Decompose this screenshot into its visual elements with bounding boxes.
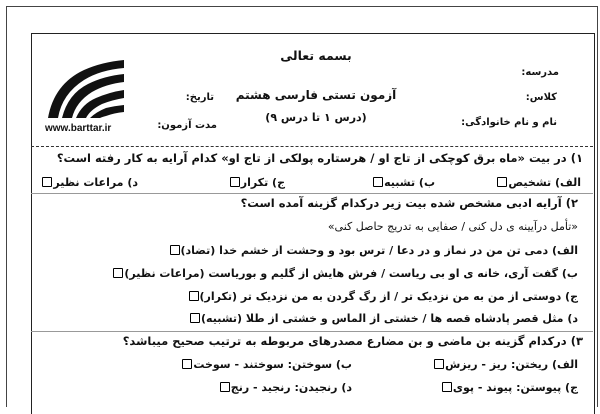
q2-option-c[interactable]: ج) دوستی از من به من نزدیک تر / از رگ گردن به من نزدیک تر (تکرار): [188, 290, 578, 303]
q2-option-a[interactable]: الف) دمی تن من در نماز و در دعا / ترس بود و وحشت از خشم خدا (تضاد): [169, 244, 579, 257]
q2-verse: «تأمل درآیینه ی دل کنی / صفایی به تدریج حاصل کنی»: [327, 220, 578, 233]
q3-option-d-checkbox[interactable]: [220, 382, 230, 392]
q3-option-b[interactable]: ب) سوختن: سوختند - سوخت: [181, 358, 352, 371]
q3-option-b-checkbox[interactable]: [182, 359, 192, 369]
school-label: مدرسه:: [521, 67, 559, 78]
website-url[interactable]: www.barttar.ir: [45, 123, 112, 134]
q1-option-c[interactable]: ج) تکرار: [229, 176, 285, 189]
q3-option-a[interactable]: الف) ریختن: ریز - ریزش: [433, 358, 578, 371]
lessons-range: (درس ۱ تا درس ۹): [265, 111, 367, 124]
q2-option-c-checkbox[interactable]: [189, 291, 199, 301]
exam-title: آزمون تستی فارسی هشتم: [235, 88, 397, 102]
q3-option-c[interactable]: ج) پیوستن: پیوند - پوی: [441, 381, 578, 394]
class-label: کلاس:: [525, 92, 557, 103]
question-3: ۳) درکدام گزینه بن ماضی و بن مضارع مصدرهای مربوطه به ترتیب صحیح میباشد؟: [122, 334, 583, 348]
q2-option-b-checkbox[interactable]: [113, 268, 123, 278]
q1-option-a-checkbox[interactable]: [497, 177, 507, 187]
q2-option-b[interactable]: ب) گفت آری، خانه ی او بی ریاست / فرش هایش از گلیم و بوریاست (مراعات نظیر): [112, 267, 578, 280]
question-2: ۲) آرایه ادبی مشخص شده بیت زیر درکدام گزینه آمده است؟: [240, 196, 578, 210]
question-1: ۱) در بیت «ماه برق کوچکی از تاج او / هرستاره پولکی از تاج او» کدام آرایه به کار رفته است؟: [56, 151, 583, 165]
q3-option-a-checkbox[interactable]: [434, 359, 444, 369]
q2-option-d-checkbox[interactable]: [190, 313, 200, 323]
barttar-logo-icon: [44, 54, 126, 120]
q1-option-d[interactable]: د) مراعات نظیر: [41, 176, 138, 189]
question-divider: [31, 193, 593, 194]
q2-option-d[interactable]: د) مثل قصر پادشاه قصه ها / خشتی از الماس و خشتی از طلا (تشبیه): [189, 312, 578, 325]
q1-option-d-checkbox[interactable]: [42, 177, 52, 187]
q2-option-a-checkbox[interactable]: [170, 245, 180, 255]
q3-option-d[interactable]: د) رنجیدن: رنجید - رنج: [219, 381, 352, 394]
header-divider: [31, 146, 593, 147]
q1-option-a[interactable]: الف) تشخیص: [496, 176, 581, 189]
duration-label: مدت آزمون:: [157, 120, 217, 131]
q1-option-c-checkbox[interactable]: [230, 177, 240, 187]
q1-option-b-checkbox[interactable]: [373, 177, 383, 187]
q1-option-b[interactable]: ب) تشبیه: [372, 176, 435, 189]
q3-option-c-checkbox[interactable]: [442, 382, 452, 392]
name-label: نام و نام خانوادگی:: [461, 117, 557, 128]
question-divider: [31, 331, 593, 332]
bismillah-heading: بسمه تعالی: [280, 48, 352, 63]
date-label: تاریخ:: [185, 92, 214, 103]
